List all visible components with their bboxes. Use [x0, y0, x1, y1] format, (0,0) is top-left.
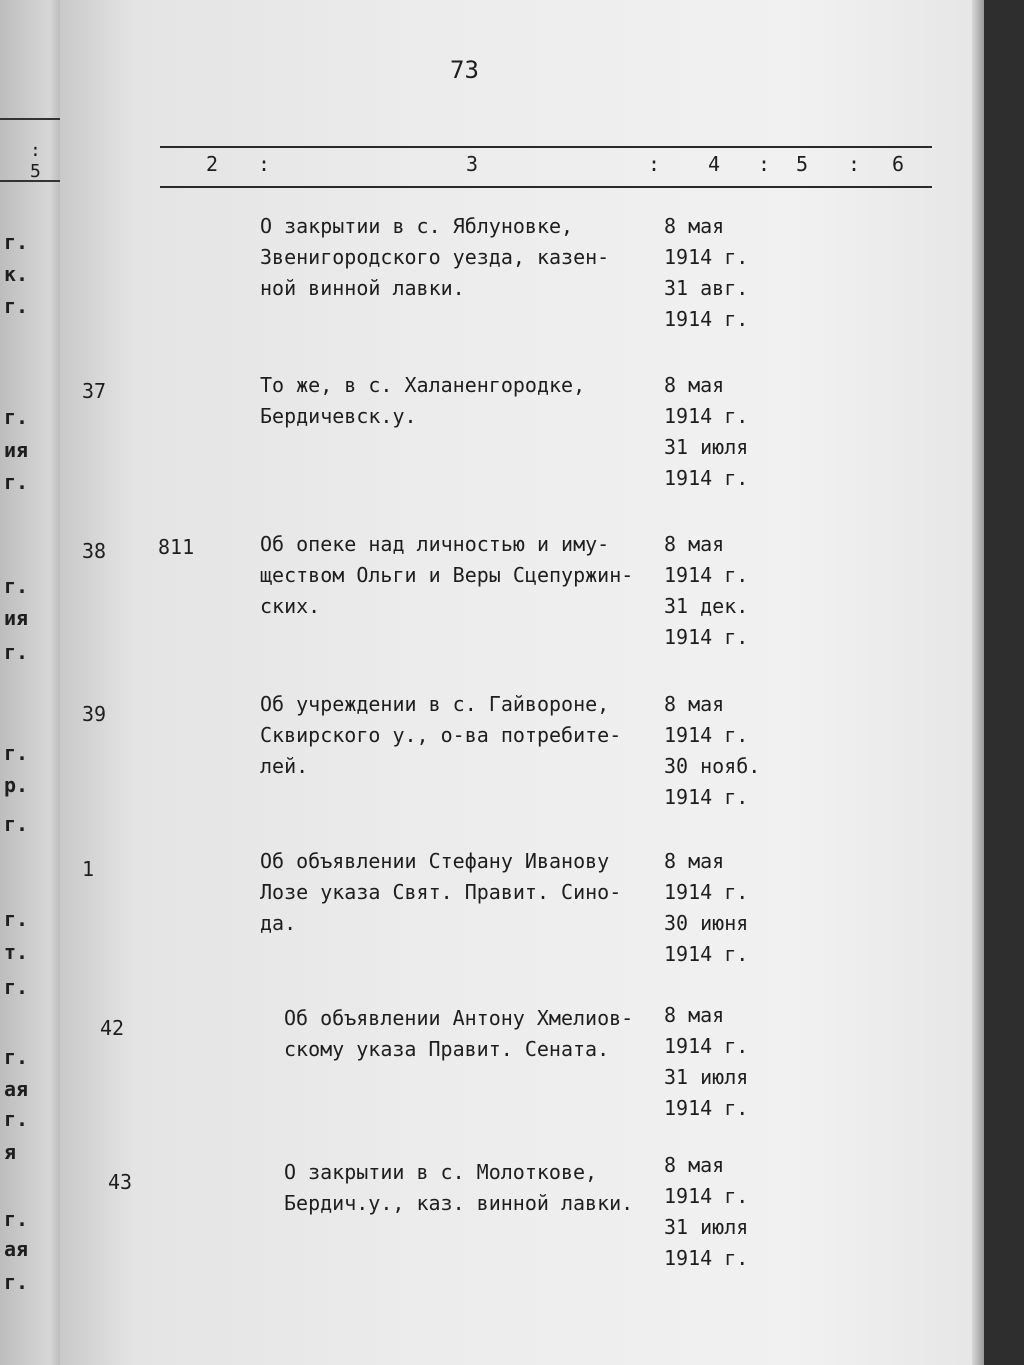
- column-separator: :: [258, 152, 271, 176]
- left-page-fragment: р.: [4, 773, 29, 797]
- left-page-fragment: г.: [4, 741, 29, 765]
- entry-number: 38: [82, 539, 107, 563]
- left-page-fragment: г.: [4, 470, 29, 494]
- entry-description: Об объявлении Стефану Иванову Лозе указа Свят. Правит. Сино- да.: [260, 849, 622, 935]
- entry-code: 811: [158, 535, 195, 559]
- left-page-fragment: ая: [4, 1237, 29, 1261]
- column-header-3: 3: [466, 152, 479, 176]
- entry-dates: 8 мая 1914 г. 30 июня 1914 г.: [664, 849, 749, 966]
- column-header-4: 4: [708, 152, 721, 176]
- entry-description: О закрытии в с. Молоткове, Бердич.у., каз. винной лавки.: [284, 1160, 634, 1215]
- column-separator: :: [648, 152, 661, 176]
- left-page-fragment: г.: [4, 294, 29, 318]
- left-page-fragment: я: [4, 1140, 17, 1164]
- left-page-fragment: ия: [4, 606, 29, 630]
- entry-description: То же, в с. Халаненгородке, Бердичевск.у.: [260, 373, 586, 428]
- entry-dates: 8 мая 1914 г. 31 июля 1914 г.: [664, 1003, 749, 1120]
- column-header-5: 5: [796, 152, 809, 176]
- left-page-fragment: г.: [4, 1270, 29, 1294]
- entry-dates: 8 мая 1914 г. 31 июля 1914 г.: [664, 1153, 749, 1270]
- left-page-fragment: г.: [4, 640, 29, 664]
- entry-number: 42: [100, 1016, 125, 1040]
- left-page-fragment: г.: [4, 230, 29, 254]
- column-header-2: 2: [206, 152, 219, 176]
- entry-dates: 8 мая 1914 г. 31 июля 1914 г.: [664, 373, 749, 490]
- left-page-fragment: г.: [4, 1107, 29, 1131]
- left-page-fragment: г.: [4, 812, 29, 836]
- column-separator: :: [758, 152, 771, 176]
- entry-number: 37: [82, 379, 107, 403]
- left-page-header: : 5: [30, 140, 53, 182]
- column-header-6: 6: [892, 152, 905, 176]
- column-separator: :: [848, 152, 861, 176]
- table-header-rule-top: [160, 146, 932, 148]
- entry-dates: 8 мая 1914 г. 30 нояб. 1914 г.: [664, 692, 761, 809]
- left-page-fragment: г.: [4, 907, 29, 931]
- left-page-fragment: г.: [4, 1207, 29, 1231]
- entry-dates: 8 мая 1914 г. 31 авг. 1914 г.: [664, 214, 749, 331]
- left-page-fragment: г.: [4, 1045, 29, 1069]
- page-number: 73: [450, 56, 479, 84]
- left-page-fragment: к.: [4, 262, 29, 286]
- left-page-fragment: г.: [4, 975, 29, 999]
- left-page-fragment: т.: [4, 940, 29, 964]
- table-header-rule-bottom: [160, 186, 932, 188]
- entry-number: 43: [108, 1170, 133, 1194]
- entry-description: Об учреждении в с. Гайвороне, Сквирского у., о-ва потребите- лей.: [260, 692, 622, 778]
- left-page-fragment: г.: [4, 405, 29, 429]
- entry-number: 39: [82, 702, 107, 726]
- left-page-fragment: ия: [4, 438, 29, 462]
- left-page-fragment: ая: [4, 1077, 29, 1101]
- page-stack-edge: [972, 0, 984, 1365]
- entry-description: О закрытии в с. Яблуновке, Звенигородского уезда, казен- ной винной лавки.: [260, 214, 610, 300]
- entry-description: Об опеке над личностью и иму- ществом Ольги и Веры Сцепуржин- ских.: [260, 532, 634, 618]
- entry-dates: 8 мая 1914 г. 31 дек. 1914 г.: [664, 532, 749, 649]
- left-page-fragment: г.: [4, 574, 29, 598]
- entry-description: Об объявлении Антону Хмелиов- скому указа Правит. Сената.: [284, 1006, 634, 1061]
- entry-number: 1: [82, 857, 95, 881]
